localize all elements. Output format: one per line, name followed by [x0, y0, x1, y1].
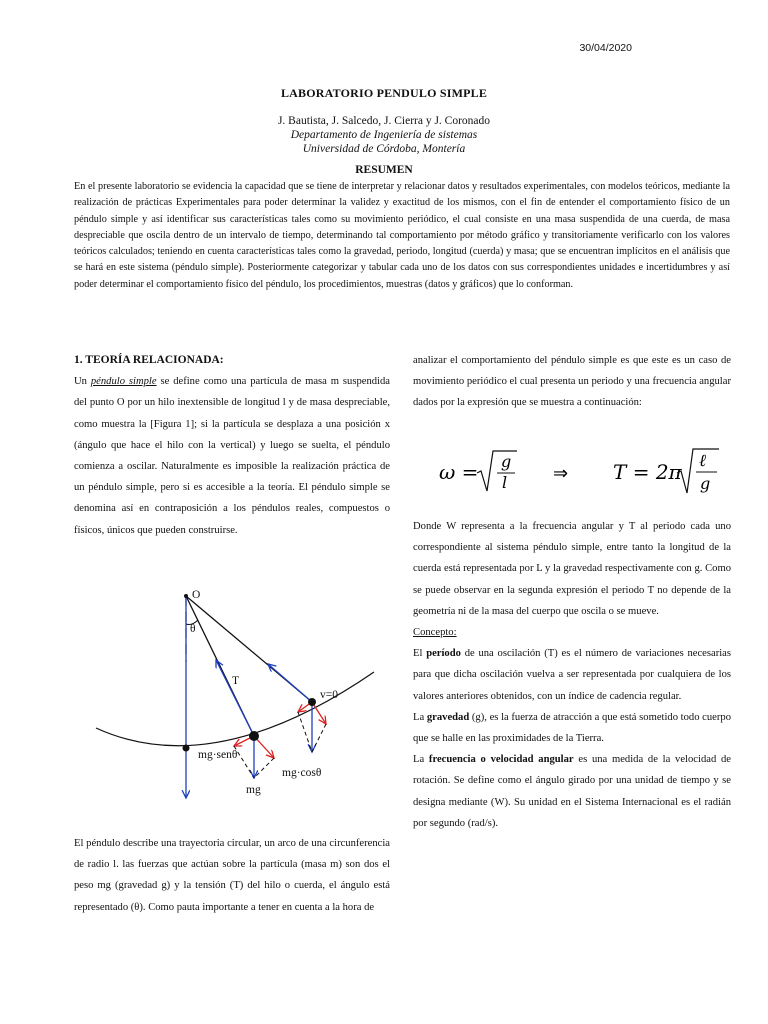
document-date: 30/04/2020: [579, 42, 632, 54]
label-mg: mg: [246, 784, 261, 796]
right-column-body: [413, 516, 731, 834]
text-span: de una oscilación (T) es el número de variaciones necesarias para que dicha oscilación vuelva a ser representada por cualquiera de los valores anteriores obtenidos, con un índice de cadencia regular.: [413, 648, 731, 702]
text-span: se define como una partícula de masa m suspendida del punto O por un hilo inextensible de longitud l y de masa despreciable, como muestra la [Figura 1]; si la partícula se desplaza a una posición x (ángulo que hace el hilo con la vertical) y luego se suelta, el péndulo comienza a oscilar. Naturalmente es imposible la realización práctica de un péndulo simple, pero si es accesible a la teoría. El péndulo simple se denomina así en contraposición a los péndulos reales, compuestos o físicos, únicos que pueden construirse.: [74, 376, 390, 536]
period-numerator: ℓ: [699, 451, 707, 471]
period-lhs: T = 2π: [613, 460, 682, 484]
mass-extreme: [308, 698, 316, 706]
term-frecuencia: frecuencia o velocidad angular: [428, 754, 574, 766]
text-span: La: [413, 711, 427, 723]
text-span: es una medida de la velocidad de rotación. Se define como el ángulo girado por una unidad de tiempo y se designa mediante (W). Su unidad en el Sistema Internacional es el radián por segundo (rad/s).: [413, 754, 731, 829]
term-gravedad: gravedad: [426, 711, 470, 723]
author-block: [0, 114, 768, 156]
omega-numerator: g: [501, 452, 512, 471]
formula-explanation: Donde W representa a la frecuencia angular y T al periodo cada uno correspondiente al sistema péndulo simple, entre tanto la longitud de la cuerda está representada por L y la gravedad respectivamente con g. Como se puede observar en la segunda expresión el periodo T no depende de la geometría ni de la masa del cuerpo que oscila o se mueve.: [413, 521, 731, 617]
periodo-definition: [413, 643, 731, 707]
university: Universidad de Córdoba, Montería: [302, 143, 466, 155]
pendulum-formula: [413, 443, 731, 503]
gravedad-definition: [413, 707, 731, 749]
right-paragraph-1: analizar el comportamiento del péndulo simple es que este es un caso de movimiento periódico el cual presenta un periodo y una frecuencia angular dados por la expresión que se muestra a continuación:: [413, 355, 731, 409]
authors: J. Bautista, J. Salcedo, J. Cierra y J. Coronado: [277, 115, 491, 127]
department: Departamento de Ingeniería de sistemas: [290, 129, 478, 141]
paper-title: LABORATORIO PENDULO SIMPLE: [280, 86, 488, 100]
label-O: O: [192, 589, 201, 601]
sqrt-sign-T: [677, 449, 719, 493]
abstract-heading: RESUMEN: [355, 164, 413, 176]
mass-center: [249, 731, 259, 741]
omega-lhs: ω =: [439, 460, 479, 484]
label-theta: θ: [190, 623, 196, 635]
label-mg-sen: mg·senθ: [198, 749, 238, 761]
implies-arrow: ⇒: [553, 463, 569, 484]
pendulo-simple-link: péndulo simple: [90, 376, 157, 388]
text-span: El: [413, 648, 427, 660]
label-v0: v=0: [320, 689, 338, 701]
pendulum-figure: [74, 582, 390, 812]
omega-denominator: l: [502, 473, 508, 492]
label-T: T: [232, 675, 240, 687]
section-theory: [74, 350, 390, 541]
text-span: Un: [74, 376, 91, 388]
text-span: (g), es la fuerza de atracción a que está sometido todo cuerpo que se halle en las proximidades de la Tierra.: [413, 711, 732, 745]
period-denominator: g: [700, 474, 711, 493]
text-span: La: [413, 754, 429, 766]
theory-paragraph-1: [74, 371, 390, 541]
tension-arrow-extreme: [268, 664, 312, 702]
theory-paragraph-2: El péndulo describe una trayectoria circular, un arco de una circunferencia de radio l. las fuerzas que actúan sobre la partícula (masa m) son dos el peso mg (gravedad g) y la tensión (T) del hilo o cuerda, el ángulo está representado (θ). Como pauta importante a tener en cuenta a la hora de: [74, 838, 390, 913]
term-periodo: período: [426, 648, 461, 660]
mass-bottom: [183, 745, 190, 752]
abstract-text: En el presente laboratorio se evidencia la capacidad que se tiene de interpretar y relacionar datos y resultados experimentales, con modelos teóricos, mediante la realización de prácticas Experimentales para poder determinar la validez y exactitud de los mismos, con el fin de entender el comportamiento físico de un péndulo simple y así identificar sus características tales como su movimiento periódico, el cual consiste en una masa suspendida de una cuerda, de masa despreciable que oscila dentro de un intervalo de tiempo, determinando tal comportamiento por método gráfico y transitoriamente verificarlo con los valores teóricos calculados; teniendo en cuenta características tales como la gravedad, periodo, longitud (cuerda) y masa; que se encuentran implícitos en el análisis que se hará en este sistema (péndulo simple). Posteriormente categorizar y tabular cada uno de los datos con sus correspondientes unidades e incertidumbres y así poder determinar el comportamiento físico del péndulo, los procedimientos, muestras (datos y gráficos) que lo conforman.: [74, 181, 730, 290]
concepto-heading: Concepto:: [413, 627, 457, 639]
frecuencia-definition: [413, 749, 731, 834]
label-mg-cos: mg·cosθ: [282, 767, 322, 779]
pivot-point: [184, 594, 188, 598]
section-heading: 1. TEORÍA RELACIONADA:: [74, 354, 224, 366]
tension-arrow: [216, 660, 254, 736]
